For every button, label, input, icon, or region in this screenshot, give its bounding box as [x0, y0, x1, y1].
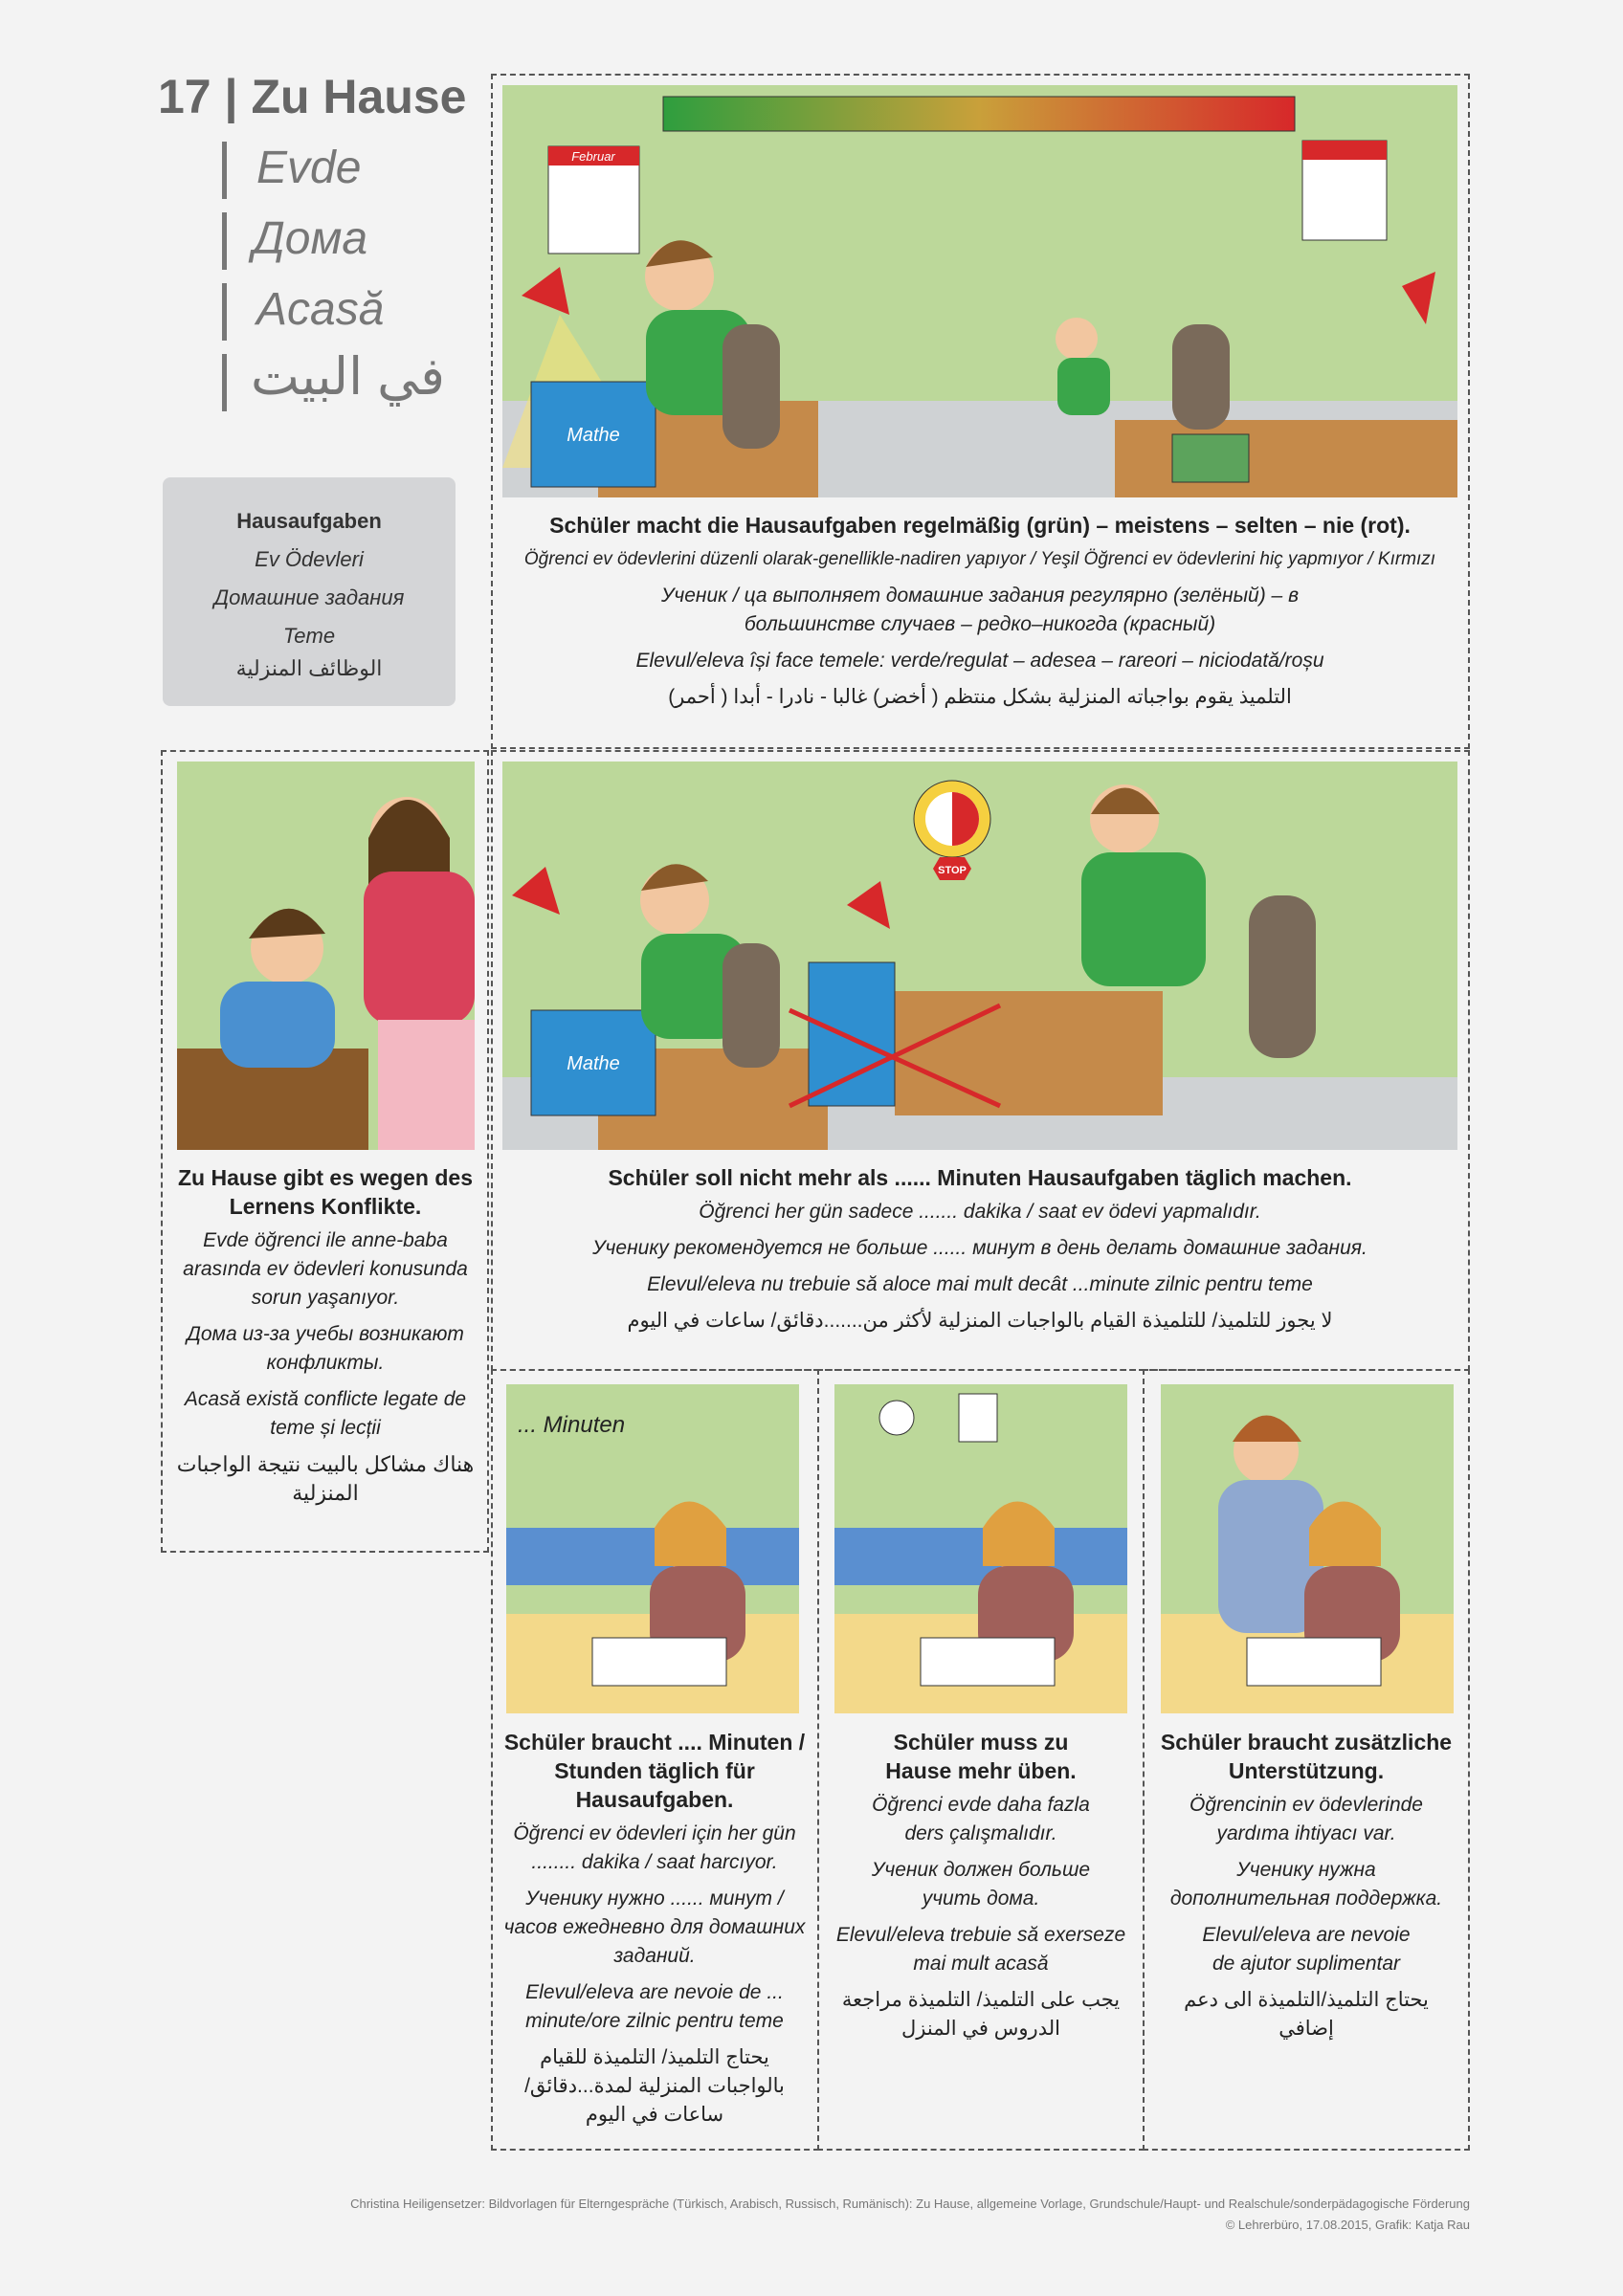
- text-german: Schüler braucht .... Minuten / Stunden täglich für Hausaufgaben.: [503, 1730, 806, 1812]
- text-russian: Ученику нужна дополнительная поддержка.: [1169, 1859, 1443, 1910]
- topic-romanian: Teme: [282, 624, 336, 648]
- calendar-label: Februar: [571, 149, 615, 164]
- text-turkish: Öğrenci evde daha fazla ders çalışmalıdır.: [872, 1794, 1090, 1844]
- text-romanian: Elevul/eleva are nevoie de ... minute/ore zilnic pentru teme: [525, 1981, 784, 2032]
- text-arabic: يجب على التلميذ/ التلميذة مراجعة الدروس في المنزل: [841, 1989, 1121, 2040]
- title-arabic: في البيت: [251, 348, 445, 406]
- illustration-limit: [502, 762, 1457, 1150]
- text-turkish: Öğrenci ev ödevlerini düzenli olarak-genellikle-nadiren yapıyor / Yeşil Öğrenci ev ödevlerini hiç yapmıyor / Kırmızı: [523, 549, 1436, 569]
- page-title: 17 | Zu Hause: [158, 70, 467, 123]
- stop-sign: STOP: [938, 865, 967, 876]
- text-russian: Ученику нужно ...... минут / часов ежедневно для домашних заданий.: [503, 1888, 806, 1967]
- text-arabic: يحتاج التلميذ/ التلميذة للقيام بالواجبات المنزلية لمدة...دقائق/ساعات في اليوم: [524, 2046, 785, 2126]
- footer-copyright: © Lehrerbüro, 17.08.2015, Grafik: Katja Rau: [1225, 2218, 1470, 2232]
- illustration-practice-more: [834, 1384, 1127, 1713]
- topic-box: [163, 477, 456, 706]
- text-arabic: يحتاج التلميذ/التلميذة الى دعم إضافي: [1184, 1989, 1429, 2040]
- text-romanian: Acasă există conflicte legate de teme și lecții: [184, 1388, 467, 1439]
- caption-extra-support: [1154, 1728, 1458, 2049]
- text-arabic: لا يجوز للتلميذ/ للتلميذة القيام بالواجبات المنزلية لأكثر من.......دقائق/ ساعات في اليوم: [627, 1310, 1333, 1332]
- text-romanian: Elevul/eleva trebuie să exerseze mai mult acasă: [835, 1924, 1126, 1975]
- text-german: Schüler braucht zusätzliche Unterstützung.: [1160, 1730, 1453, 1783]
- topic-title: Hausaufgaben: [236, 509, 382, 533]
- topic-russian: Домашние задания: [213, 585, 405, 609]
- text-arabic: التلميذ يقوم بواجباته المنزلية بشكل منتظم ( أخضر) غالبا - نادرا - أبدا ( أحمر): [668, 686, 1292, 708]
- text-russian: Дома из-за учебы возникают конфликты.: [187, 1323, 464, 1374]
- text-turkish: Öğrenci her gün sadece ....... dakika / saat ev ödevi yapmalıdır.: [699, 1201, 1261, 1223]
- topic-turkish: Ev Ödevleri: [255, 547, 364, 571]
- text-turkish: Öğrenci ev ödevleri için her gün ........ dakika / saat harcıyor.: [513, 1822, 796, 1873]
- caption-conflict: [172, 1163, 478, 1513]
- caption-practice-more: [829, 1728, 1133, 2049]
- illustration-time-needed: [506, 1384, 799, 1713]
- divider: [222, 142, 227, 199]
- caption-limit: [502, 1163, 1457, 1341]
- caption-time-needed: [500, 1728, 810, 2135]
- divider: [222, 212, 227, 270]
- text-romanian: Elevul/eleva are nevoie de ajutor suplimentar: [1202, 1924, 1411, 1975]
- caption-minutes: ... Minuten: [518, 1412, 626, 1438]
- divider: [222, 283, 227, 341]
- illustration-conflict: [177, 762, 475, 1150]
- text-german: Schüler muss zu Hause mehr üben.: [885, 1730, 1077, 1783]
- title-romanian: Acasă: [256, 284, 385, 335]
- text-turkish: Evde öğrenci ile anne-baba arasında ev ödevleri konusunda sorun yaşanıyor.: [183, 1229, 468, 1309]
- text-russian: Ученику рекомендуется не больше ...... минут в день делать домашние задания.: [592, 1237, 1367, 1259]
- title-russian: Дома: [253, 213, 368, 264]
- book-label: Mathe: [567, 1053, 620, 1074]
- frequency-scale: [663, 97, 1295, 131]
- book-label: Mathe: [567, 425, 620, 446]
- caption-frequency: [502, 511, 1457, 718]
- text-german: Schüler macht die Hausaufgaben regelmäßig (grün) – meistens – selten – nie (rot).: [549, 513, 1411, 538]
- text-arabic: هناك مشاكل بالبيت نتيجة الواجبات المنزلية: [176, 1452, 475, 1505]
- divider: [222, 354, 227, 411]
- text-german: Zu Hause gibt es wegen des Lernens Konflikte.: [177, 1165, 474, 1219]
- text-romanian: Elevul/eleva își face temele: verde/regulat – adesea – rareori – niciodată/roșu: [635, 650, 1324, 672]
- text-turkish: Öğrencinin ev ödevlerinde yardıma ihtiyacı var.: [1189, 1794, 1423, 1844]
- text-romanian: Elevul/eleva nu trebuie să aloce mai mult decât ...minute zilnic pentru teme: [647, 1273, 1313, 1295]
- text-russian: Ученик / ца выполняет домашние задания регулярно (зелёный) – в большинстве случаев – редко–никогда (красный): [660, 585, 1300, 635]
- illustration-frequency: [502, 85, 1457, 497]
- footer-credit: Christina Heiligensetzer: Bildvorlagen für Elterngespräche (Türkisch, Arabisch, Russisch, Rumänisch): Zu Hause, allgemeine Vorlage, Grundschule/Haupt- und Realschule/sonderpädagogische Förderung: [350, 2197, 1470, 2211]
- topic-arabic: الوظائف المنزلية: [235, 656, 383, 680]
- title-turkish: Evde: [256, 143, 362, 193]
- text-russian: Ученик должен больше учить дома.: [871, 1859, 1091, 1910]
- illustration-extra-support: [1161, 1384, 1454, 1713]
- text-german: Schüler soll nicht mehr als ...... Minuten Hausaufgaben täglich machen.: [608, 1165, 1352, 1190]
